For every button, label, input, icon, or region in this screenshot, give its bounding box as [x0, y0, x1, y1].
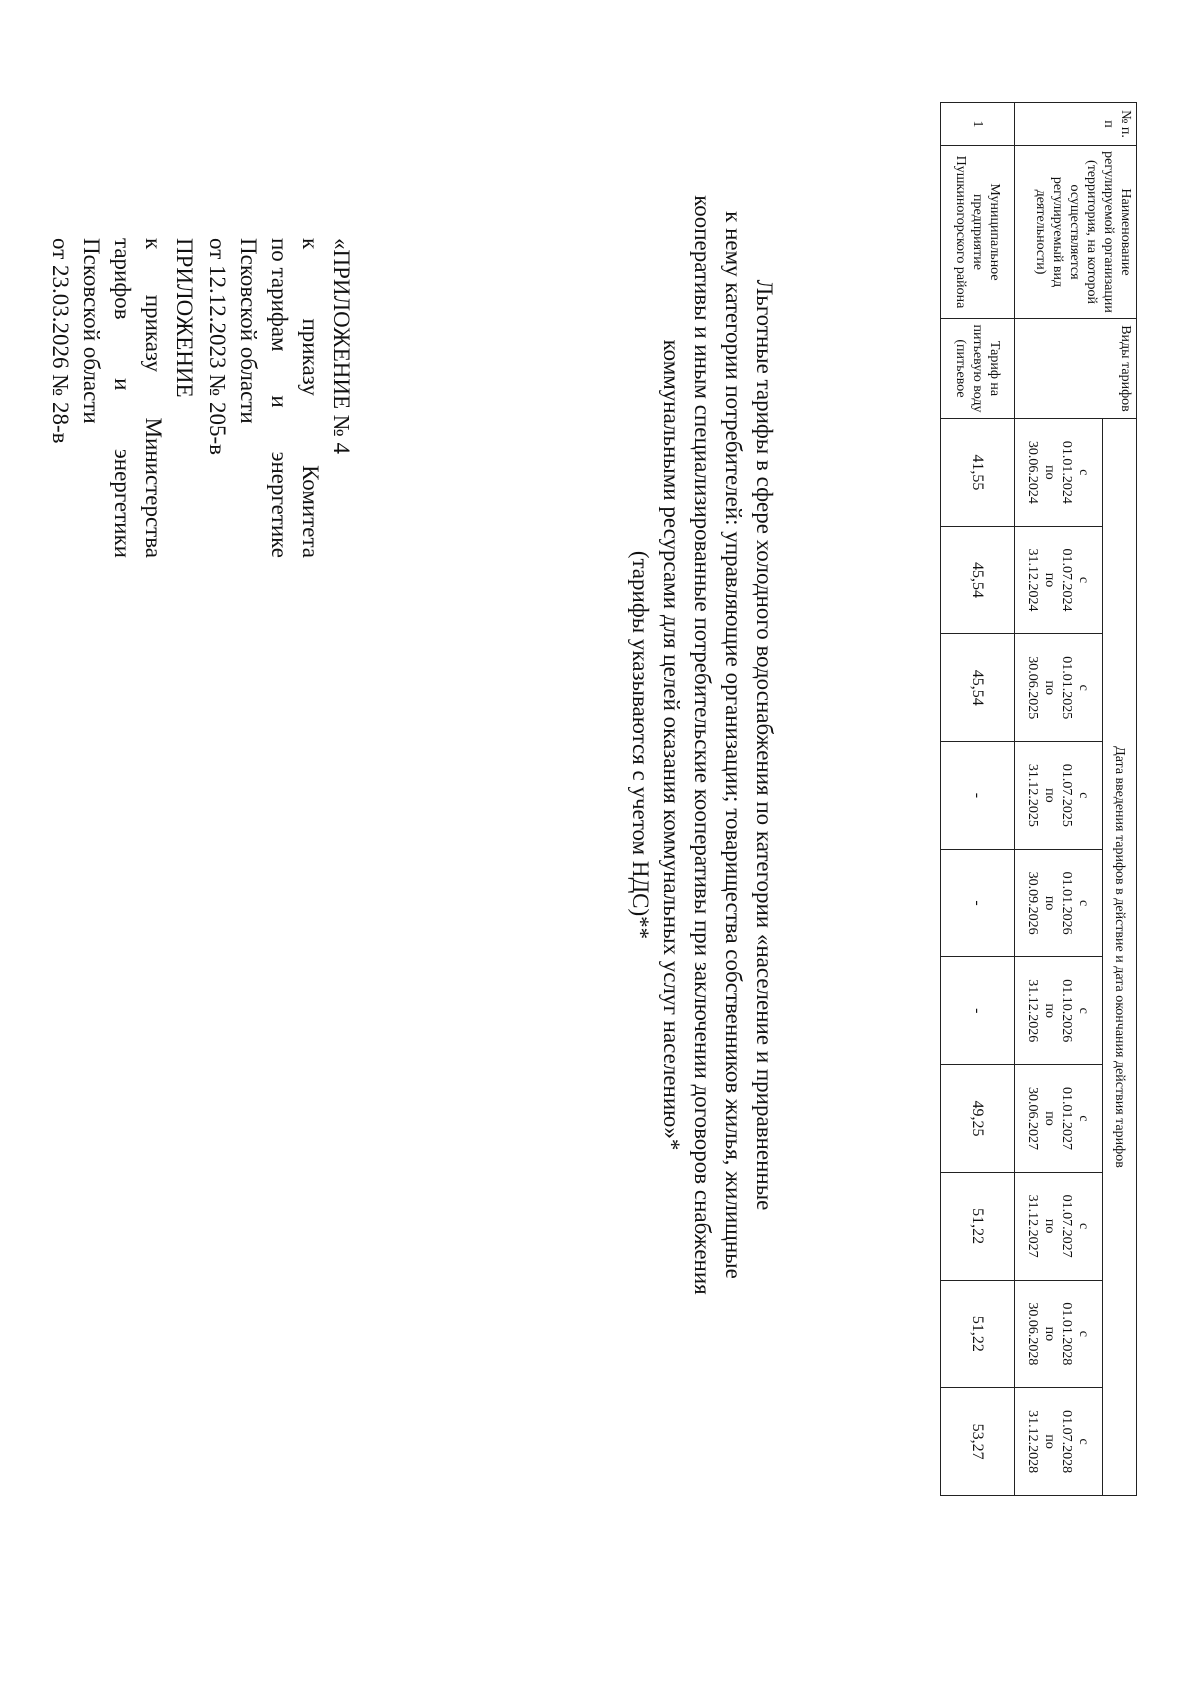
approval-word: тарифов — [110, 238, 135, 320]
period-from-word: с — [1076, 792, 1092, 799]
header-tariff-type: Виды тарифов — [1015, 319, 1137, 419]
tariff-value: 49,25 — [941, 1065, 1015, 1173]
heading-line: к нему категории потребителей: управляющие организации; товарищества собственников жилья, жилищные — [721, 211, 746, 1279]
period-to-word: по — [1042, 1003, 1058, 1019]
period-to: 31.12.2026 — [1025, 979, 1041, 1043]
row-tariff-type: Тариф на питьевую воду (питьевое — [941, 319, 1015, 419]
period-from: 01.07.2025 — [1059, 763, 1075, 827]
header-period-5 — [1015, 849, 1103, 957]
period-from-word: с — [1076, 1438, 1092, 1445]
heading-line: кооперативы и иным специализированные потребительские кооперативы при заключении договоров снабжения — [690, 195, 715, 1295]
period-to: 31.12.2025 — [1025, 763, 1041, 827]
approval-word: приказу — [298, 318, 323, 396]
approval-line — [107, 238, 138, 558]
period-from-word: с — [1076, 1115, 1092, 1122]
approval-word: энергетике — [267, 451, 292, 558]
header-period-7 — [1015, 1065, 1103, 1173]
header-period-6 — [1015, 957, 1103, 1065]
heading-line: (тарифы указываются с учетом НДС)** — [628, 550, 653, 940]
tariff-value: 51,22 — [941, 1172, 1015, 1280]
tariff-value: 45,54 — [941, 634, 1015, 742]
period-to-word: по — [1042, 1326, 1058, 1342]
tariff-value: - — [941, 742, 1015, 850]
row-organization: Муниципальное предприятие Пушкиногорского района — [941, 146, 1015, 319]
period-from-word: с — [1076, 1223, 1092, 1230]
approval-date: от 23.03.2026 № 28-в — [48, 238, 73, 444]
period-to: 31.12.2027 — [1025, 1194, 1041, 1258]
approval-word: по тарифам — [267, 238, 292, 352]
tariffs-table — [940, 102, 1137, 1496]
heading-line: коммунальными ресурсами для целей оказания коммунальных услуг населению»* — [659, 339, 684, 1151]
tariff-value: 53,27 — [941, 1388, 1015, 1496]
approval-word: к — [298, 238, 323, 250]
period-from: 01.01.2024 — [1059, 440, 1075, 504]
period-to-word: по — [1042, 1218, 1058, 1234]
period-to-word: по — [1042, 1434, 1058, 1449]
period-to-word: по — [1042, 895, 1058, 911]
header-period-3 — [1015, 634, 1103, 742]
approval-word: Министерства — [141, 417, 166, 558]
approval-word: энергетики — [110, 448, 135, 558]
header-periods: Дата введения тарифов в действие и дата окончания действия тарифов — [1103, 419, 1137, 1496]
period-to: 31.12.2028 — [1025, 1410, 1041, 1474]
tariff-value: - — [941, 849, 1015, 957]
period-to-word: по — [1042, 788, 1058, 803]
tariff-value: 45,54 — [941, 526, 1015, 634]
header-period-4 — [1015, 742, 1103, 850]
period-to: 30.06.2024 — [1025, 440, 1041, 504]
period-to: 31.12.2024 — [1025, 548, 1041, 612]
document-heading — [625, 130, 780, 1360]
period-to: 30.06.2028 — [1025, 1302, 1041, 1366]
period-from-word: с — [1076, 684, 1092, 691]
approval-block-previous — [202, 238, 357, 558]
tariff-value: 41,55 — [941, 419, 1015, 527]
period-from: 01.01.2025 — [1059, 656, 1075, 720]
period-from-word: с — [1076, 576, 1092, 584]
period-from: 01.07.2027 — [1059, 1194, 1075, 1258]
approval-line — [138, 238, 169, 558]
period-from: 01.01.2027 — [1059, 1086, 1075, 1150]
header-organization: Наименование регулируемой организации (территория, на которой осуществляется регулируемый вид деятельности) — [1015, 146, 1137, 319]
table-row — [941, 103, 1015, 1496]
approval-region: Псковской области — [236, 238, 261, 424]
period-from: 01.01.2028 — [1059, 1302, 1075, 1366]
approval-line — [295, 238, 326, 558]
row-number: 1 — [941, 103, 1015, 146]
period-to: 30.06.2027 — [1025, 1086, 1041, 1150]
approval-line — [264, 238, 295, 558]
period-to-word: по — [1042, 465, 1058, 480]
header-period-1 — [1015, 419, 1103, 527]
period-from-word: с — [1076, 899, 1092, 907]
period-from: 01.10.2026 — [1059, 979, 1075, 1043]
header-period-2 — [1015, 526, 1103, 634]
period-from: 01.07.2024 — [1059, 548, 1075, 612]
approval-word: и — [110, 378, 135, 391]
period-from-word: с — [1076, 1330, 1092, 1337]
period-to-word: по — [1042, 1111, 1058, 1126]
approval-word: приказу — [141, 294, 166, 373]
approval-date: от 12.12.2023 № 205-в — [205, 238, 230, 455]
period-from: 01.07.2028 — [1059, 1410, 1075, 1474]
period-to: 30.06.2025 — [1025, 656, 1041, 720]
header-period-10 — [1015, 1388, 1103, 1496]
period-to: 30.09.2026 — [1025, 871, 1041, 935]
approval-region: Псковской области — [79, 238, 104, 424]
header-period-8 — [1015, 1172, 1103, 1280]
period-to-word: по — [1042, 572, 1058, 588]
approval-word: к — [141, 238, 166, 250]
period-from: 01.01.2026 — [1059, 871, 1075, 935]
approval-title: ПРИЛОЖЕНИЕ — [172, 238, 197, 398]
heading-line: Льготные тарифы в сфере холодного водоснабжения по категории «население и приравненные — [752, 279, 777, 1211]
tariff-value: 51,22 — [941, 1280, 1015, 1388]
header-number: № п. п — [1015, 103, 1137, 146]
header-period-9 — [1015, 1280, 1103, 1388]
approval-title: «ПРИЛОЖЕНИЕ № 4 — [329, 238, 354, 455]
approval-word: и — [267, 395, 292, 408]
approval-word: Комитета — [298, 465, 323, 558]
approval-block-current — [45, 238, 200, 558]
tariff-value: - — [941, 957, 1015, 1065]
period-to-word: по — [1042, 680, 1058, 695]
period-from-word: с — [1076, 1007, 1092, 1014]
period-from-word: с — [1076, 469, 1092, 476]
